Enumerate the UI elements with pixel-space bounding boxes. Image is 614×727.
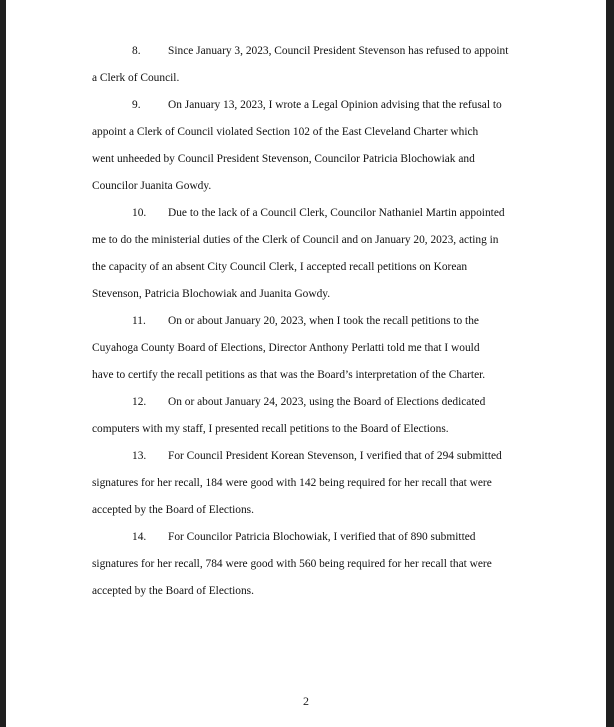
- paragraph-line: [92, 335, 522, 362]
- numbered-paragraph: [92, 92, 522, 200]
- paragraph-line: [92, 254, 522, 281]
- paragraph-text: Stevenson, Patricia Blochowiak and Juanita Gowdy.: [92, 288, 331, 300]
- page-body: [92, 38, 522, 605]
- paragraph-text: For Council President Korean Stevenson, I verified that of 294 submitted: [168, 450, 502, 462]
- paragraph-text: have to certify the recall petitions as that was the Board’s interpretation of the Charter.: [92, 369, 486, 381]
- paragraph-line: [92, 200, 522, 227]
- paragraph-line: [92, 551, 522, 578]
- paragraph-number: 8.: [132, 45, 141, 57]
- paragraph-line: [92, 443, 522, 470]
- numbered-paragraph: [92, 308, 522, 389]
- numbered-paragraph: [92, 200, 522, 308]
- numbered-paragraph: [92, 524, 522, 605]
- paragraph-line: [92, 578, 522, 605]
- document-page: [6, 0, 606, 727]
- paragraph-line: [92, 173, 522, 200]
- paragraph-text: signatures for her recall, 784 were good with 560 being required for her recall that were: [92, 558, 492, 570]
- paragraph-text: Cuyahoga County Board of Elections, Director Anthony Perlatti told me that I would: [92, 342, 480, 354]
- paragraph-number: 13.: [132, 450, 147, 462]
- paragraph-line: [92, 416, 522, 443]
- paragraph-text: On or about January 24, 2023, using the Board of Elections dedicated: [168, 396, 486, 408]
- paragraph-text: computers with my staff, I presented recall petitions to the Board of Elections.: [92, 423, 449, 435]
- paragraph-text: me to do the ministerial duties of the Clerk of Council and on January 20, 2023, acting in: [92, 234, 499, 246]
- paragraph-line: [92, 281, 522, 308]
- paragraph-number: 9.: [132, 99, 141, 111]
- numbered-paragraph: [92, 38, 522, 92]
- paragraph-line: [92, 524, 522, 551]
- paragraph-text: signatures for her recall, 184 were good with 142 being required for her recall that were: [92, 477, 492, 489]
- paragraph-text: For Councilor Patricia Blochowiak, I verified that of 890 submitted: [168, 531, 476, 543]
- paragraph-line: [92, 92, 522, 119]
- page-number: 2: [303, 694, 309, 708]
- paragraph-text: a Clerk of Council.: [92, 72, 180, 84]
- paragraph-line: [92, 308, 522, 335]
- paragraph-line: [92, 497, 522, 524]
- paragraph-text: Since January 3, 2023, Council President Stevenson has refused to appoint: [168, 45, 509, 57]
- paragraph-text: accepted by the Board of Elections.: [92, 504, 254, 516]
- paragraph-number: 10.: [132, 207, 147, 219]
- paragraph-text: went unheeded by Council President Stevenson, Councilor Patricia Blochowiak and: [92, 153, 475, 165]
- paragraph-number: 11.: [132, 315, 146, 327]
- numbered-paragraph: [92, 443, 522, 524]
- paragraph-text: Due to the lack of a Council Clerk, Councilor Nathaniel Martin appointed: [168, 207, 505, 219]
- paragraph-text: Councilor Juanita Gowdy.: [92, 180, 212, 192]
- paragraph-line: [92, 146, 522, 173]
- numbered-paragraph: [92, 389, 522, 443]
- paragraph-text: On or about January 20, 2023, when I took the recall petitions to the: [168, 315, 479, 327]
- paragraph-text: accepted by the Board of Elections.: [92, 585, 254, 597]
- paragraph-line: [92, 389, 522, 416]
- paragraph-line: [92, 362, 522, 389]
- paragraph-text: the capacity of an absent City Council Clerk, I accepted recall petitions on Korean: [92, 261, 468, 273]
- paragraph-number: 12.: [132, 396, 147, 408]
- paragraph-text: appoint a Clerk of Council violated Section 102 of the East Cleveland Charter which: [92, 126, 479, 138]
- paragraph-line: [92, 119, 522, 146]
- paragraph-text: On January 13, 2023, I wrote a Legal Opinion advising that the refusal to: [168, 99, 502, 111]
- paragraph-line: [92, 227, 522, 254]
- paragraph-number: 14.: [132, 531, 147, 543]
- paragraph-line: [92, 65, 522, 92]
- paragraph-line: [92, 470, 522, 497]
- paragraph-line: [92, 38, 522, 65]
